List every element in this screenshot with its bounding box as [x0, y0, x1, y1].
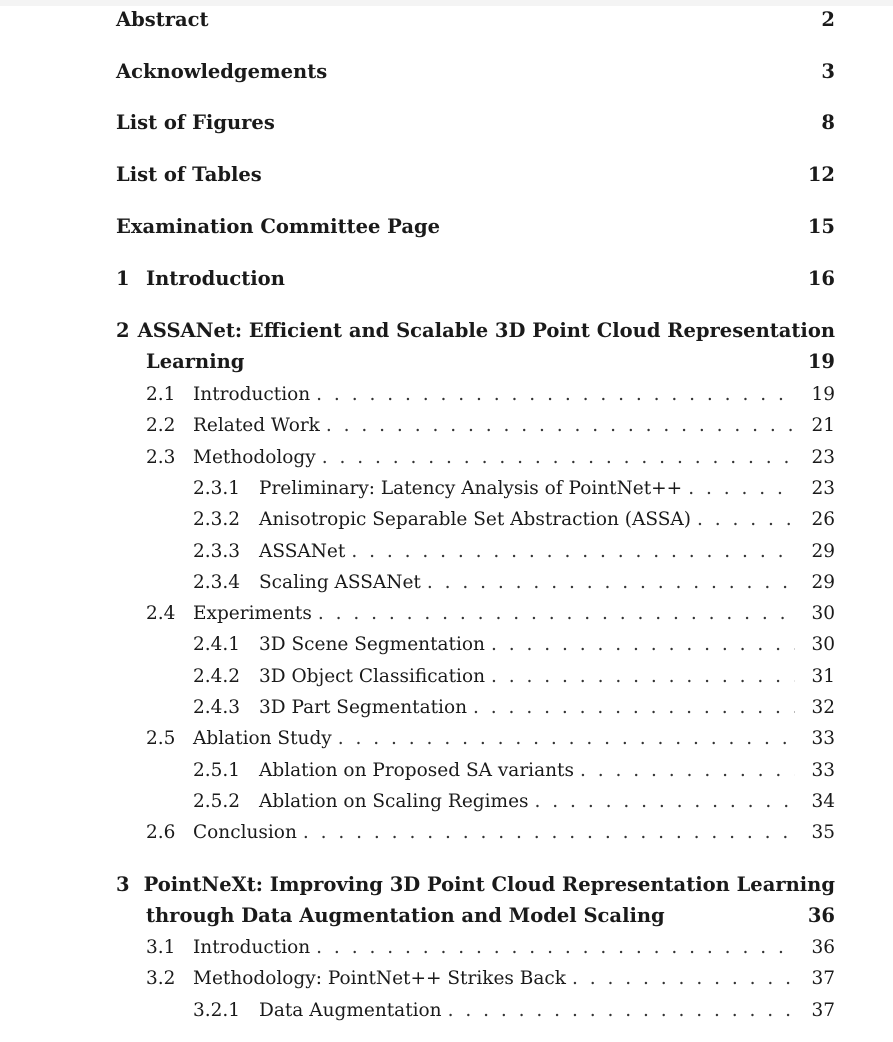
leader-dots [318, 603, 795, 624]
toc-entry-page: 3 [821, 60, 835, 83]
toc-chapter-2[interactable] [116, 319, 835, 342]
leader-dots [535, 791, 795, 812]
section-title: Scaling ASSANet [259, 571, 421, 593]
chapter-number: 2 [116, 319, 130, 342]
toc-section-entry[interactable] [193, 478, 835, 499]
section-page: 29 [811, 540, 835, 562]
toc-section-entry[interactable] [193, 697, 835, 718]
section-page: 32 [811, 697, 835, 718]
toc-section-entry[interactable] [146, 603, 835, 624]
leader-dots [491, 634, 795, 655]
toc-chapter-3-line2[interactable] [146, 904, 835, 927]
toc-section-entry[interactable] [193, 760, 835, 781]
section-number: 2.2 [146, 415, 176, 437]
section-page: 33 [811, 759, 835, 781]
chapter-page: 36 [807, 904, 835, 927]
chapter-title-line1: PointNeXt: Improving 3D Point Cloud Representation Learning [143, 873, 835, 896]
toc-section-entry[interactable] [146, 447, 835, 468]
section-number: 2.5 [146, 728, 176, 750]
chapter-page: 16 [807, 267, 835, 290]
toc-front-acknowledgements[interactable] [116, 60, 835, 83]
section-page: 31 [811, 665, 835, 687]
section-title: Introduction [193, 384, 311, 405]
leader-dots [448, 1000, 795, 1021]
section-number: 2.3.4 [193, 571, 241, 593]
section-number: 2.4.1 [193, 634, 241, 656]
toc-section-entry[interactable] [146, 968, 835, 989]
section-title: ASSANet [259, 540, 346, 562]
section-title: Anisotropic Separable Set Abstraction (ASSA) [259, 509, 691, 531]
section-number: 2.6 [146, 822, 176, 844]
section-number: 2.3.3 [193, 540, 241, 562]
chapter-page: 19 [807, 350, 835, 373]
section-number: 2.5.2 [193, 790, 241, 812]
toc-section-entry[interactable] [146, 384, 835, 405]
section-page: 19 [811, 384, 835, 405]
toc-entry-page: 2 [821, 8, 835, 31]
section-number: 2.5.1 [193, 759, 241, 781]
toc-section-entry[interactable] [193, 572, 835, 593]
section-number: 2.4 [146, 603, 176, 625]
section-number: 2.3.1 [193, 477, 241, 499]
section-number: 2.3 [146, 446, 176, 468]
section-title: Data Augmentation [259, 999, 442, 1021]
leader-dots [427, 572, 795, 593]
toc-section-entry[interactable] [193, 666, 835, 687]
section-title: Ablation Study [193, 728, 332, 750]
toc-entry-page: 15 [807, 215, 835, 238]
toc-section-entry[interactable] [193, 541, 835, 562]
toc-chapter-1[interactable] [116, 267, 835, 290]
section-page: 30 [811, 603, 835, 625]
section-title: Methodology [193, 446, 316, 468]
leader-dots [688, 478, 795, 499]
section-number: 3.2 [146, 968, 176, 990]
section-title: Ablation on Scaling Regimes [259, 790, 529, 812]
leader-dots [316, 937, 795, 958]
section-page: 34 [811, 790, 835, 812]
section-page: 30 [811, 634, 835, 656]
toc-entry-title: List of Figures [116, 111, 275, 134]
leader-dots [322, 447, 795, 468]
toc-section-entry[interactable] [193, 634, 835, 655]
chapter-title-line1: ASSANet: Efficient and Scalable 3D Point Cloud Representation [137, 319, 835, 342]
toc-section-entry[interactable] [146, 937, 835, 958]
toc-entry-title: Acknowledgements [116, 60, 328, 83]
toc-entry-title: List of Tables [116, 163, 262, 186]
toc-front-examination-committee[interactable] [116, 215, 835, 238]
section-page: 36 [811, 937, 835, 958]
leader-dots [491, 666, 795, 687]
toc-chapter-2-line2[interactable] [146, 350, 835, 373]
section-page: 37 [811, 968, 835, 990]
section-title: Experiments [193, 603, 312, 625]
section-title: Preliminary: Latency Analysis of PointNet++ [259, 477, 683, 499]
chapter-title-line2: Learning [146, 350, 245, 373]
section-page: 26 [811, 509, 835, 531]
leader-dots [303, 822, 795, 843]
chapter-title-line2: through Data Augmentation and Model Scaling [146, 904, 665, 927]
chapter-title: Introduction [146, 267, 285, 290]
section-page: 23 [811, 477, 835, 499]
toc-front-abstract[interactable] [116, 8, 835, 31]
section-page: 23 [811, 446, 835, 468]
leader-dots [473, 697, 795, 718]
section-page: 21 [811, 415, 835, 437]
leader-dots [338, 728, 795, 749]
leader-dots [316, 384, 795, 405]
chapter-number: 1 [116, 267, 130, 290]
toc-entry-page: 12 [807, 163, 835, 186]
section-page: 37 [811, 999, 835, 1021]
section-number: 2.4.2 [193, 665, 241, 687]
toc-entry-page: 8 [821, 111, 835, 134]
leader-dots [351, 541, 795, 562]
top-band [0, 0, 893, 6]
section-title: 3D Scene Segmentation [259, 634, 485, 656]
section-number: 3.1 [146, 937, 176, 958]
section-number: 2.4.3 [193, 697, 241, 718]
toc-entry-title: Examination Committee Page [116, 215, 440, 238]
section-number: 2.1 [146, 384, 176, 405]
toc-front-list-of-figures[interactable] [116, 111, 835, 134]
toc-section-entry[interactable] [146, 822, 835, 843]
toc-section-entry[interactable] [193, 509, 835, 530]
toc-section-entry[interactable] [193, 1000, 835, 1021]
section-title: Ablation on Proposed SA variants [259, 759, 574, 781]
section-page: 33 [811, 728, 835, 750]
toc-section-entry[interactable] [146, 415, 835, 436]
leader-dots [572, 968, 795, 989]
leader-dots [326, 415, 795, 436]
leader-dots [580, 760, 795, 781]
toc-entry-title: Abstract [116, 8, 209, 31]
section-title: 3D Object Classification [259, 665, 485, 687]
toc-section-entry[interactable] [146, 728, 835, 749]
section-title: Conclusion [193, 822, 297, 844]
chapter-number: 3 [116, 873, 130, 896]
section-page: 35 [811, 822, 835, 844]
section-page: 29 [811, 571, 835, 593]
leader-dots [697, 509, 795, 530]
toc-section-entry[interactable] [193, 791, 835, 812]
section-title: Related Work [193, 415, 320, 437]
section-number: 3.2.1 [193, 999, 241, 1021]
toc-front-list-of-tables[interactable] [116, 163, 835, 186]
section-title: Introduction [193, 937, 311, 958]
toc-chapter-3[interactable] [116, 873, 835, 896]
section-title: Methodology: PointNet++ Strikes Back [193, 968, 566, 990]
section-number: 2.3.2 [193, 509, 241, 531]
section-title: 3D Part Segmentation [259, 697, 468, 718]
